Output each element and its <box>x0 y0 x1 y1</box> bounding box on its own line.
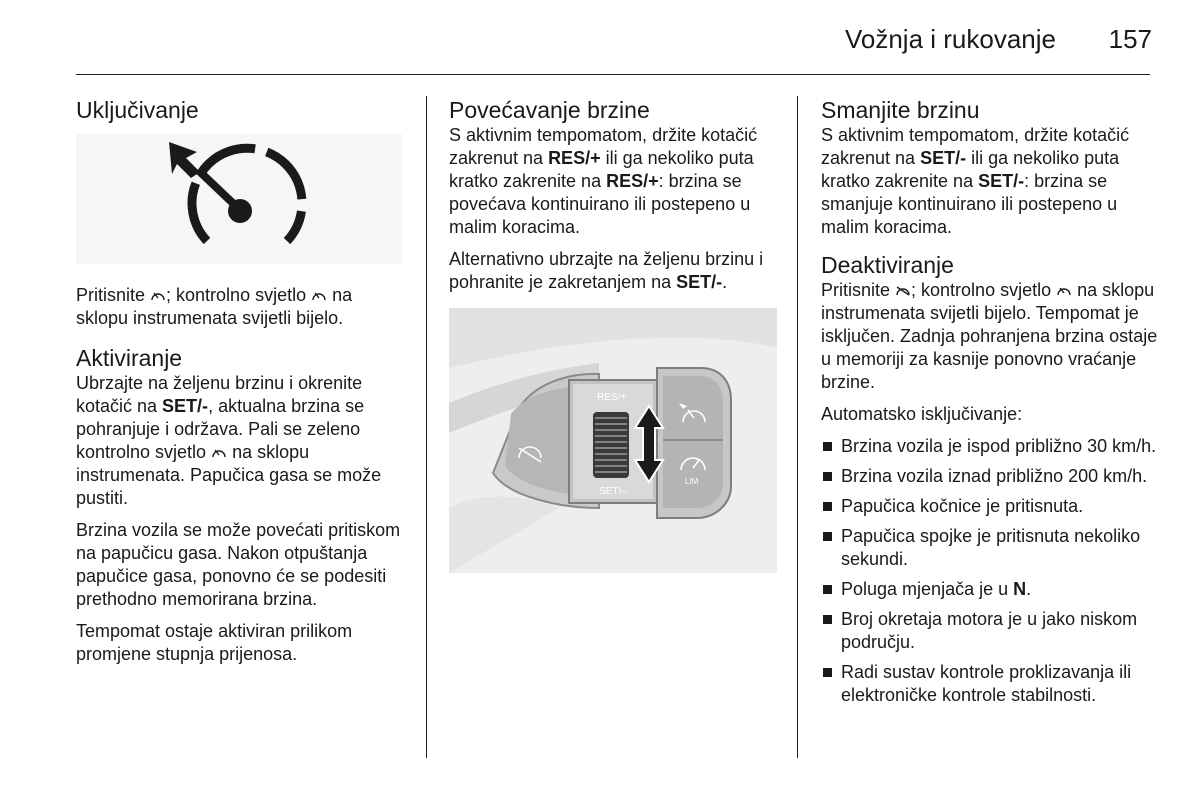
column-1 <box>76 94 408 675</box>
list-item: Radi sustav kontrole proklizavanja ili elektroničke kontrole stabilnosti. <box>821 661 1161 707</box>
cruise-control-indicator-icon <box>211 445 227 459</box>
header-title: Vožnja i rukovanje <box>844 24 1056 54</box>
section-heading-increase-speed: Povećavanje brzine <box>449 97 650 123</box>
section-heading-deactivation: Deaktiviranje <box>821 252 954 278</box>
column-3 <box>821 94 1161 714</box>
list-item: Brzina vozila iznad približno 200 km/h. <box>821 465 1161 488</box>
automatic-off-list <box>821 435 1161 707</box>
section-heading-switching-on: Uključivanje <box>76 97 199 123</box>
list-item: Broj okretaja motora je u jako niskom području. <box>821 608 1161 654</box>
paragraph-activation: Ubrzajte na željenu brzinu i okrenite kotačić na SET/-, aktualna brzina se pohranjuje i održava. Pali se zeleno kontrolno svjetlo na sklopu instrumenata. Papučica gasa se može pustiti. <box>76 373 382 508</box>
paragraph-gear-change: Tempomat ostaje aktiviran prilikom promjene stupnja prijenosa. <box>76 621 353 664</box>
cruise-control-indicator-icon <box>1056 283 1072 297</box>
list-item: Poluga mjenjača je u N. <box>821 578 1161 601</box>
page-number: 157 <box>1108 24 1152 54</box>
section-heading-activation: Aktiviranje <box>76 345 183 371</box>
cruise-control-icon <box>150 288 166 302</box>
paragraph-deactivation: Pritisnite ; kontrolno svjetlo na sklopu instrumenata svijetli bijelo. Tempomat je isključen. Zadnja pohranjena brzina ostaje u memoriji za kasnije ponovno vraćanje brzine. <box>821 280 1158 392</box>
list-item: Papučica kočnice je pritisnuta. <box>821 495 1161 518</box>
set-minus-label: SET/– <box>599 486 627 497</box>
cruise-off-icon <box>895 283 911 297</box>
list-item: Papučica spojke je pritisnuta nekoliko sekundi. <box>821 525 1161 571</box>
res-plus-label: RES/+ <box>597 392 627 403</box>
column-divider-2 <box>797 96 798 758</box>
steering-wheel-controls-image <box>449 308 777 573</box>
list-item: Brzina vozila je ispod približno 30 km/h. <box>821 435 1161 458</box>
column-divider-1 <box>426 96 427 758</box>
paragraph-alternative: Alternativno ubrzajte na željenu brzinu i pohranite je zakretanjem na SET/-. <box>449 249 764 292</box>
steering-wheel-controls-photo <box>449 308 777 573</box>
paragraph-reduce-speed: S aktivnim tempomatom, držite kotačić zakrenut na SET/- ili ga nekoliko puta kratko zakrenite na SET/-: brzina se smanjuje kontinuirano ili postepeno u malim koracima. <box>821 125 1130 237</box>
paragraph-accelerate: Brzina vozila se može povećati pritiskom na papučicu gasa. Nakon otpuštanja papučice gasa, ponovno će se podesiti prethodno memorirana brzina. <box>76 520 401 609</box>
column-2 <box>449 94 781 573</box>
paragraph-switch-on: Pritisnite ; kontrolno svjetlo na sklopu instrumenata svijetli bijelo. <box>76 285 353 328</box>
cruise-control-illustration <box>76 134 402 264</box>
header-rule <box>76 74 1150 75</box>
paragraph-increase-speed: S aktivnim tempomatom, držite kotačić zakrenut na RES/+ ili ga nekoliko puta kratko zakrenite na RES/+: brzina se povećava kontinuirano ili postepeno u malim koracima. <box>449 125 758 237</box>
paragraph-automatic-off: Automatsko isključivanje: <box>821 404 1023 424</box>
cruise-control-indicator-icon <box>311 288 327 302</box>
speedometer-icon <box>76 134 402 264</box>
section-heading-reduce-speed: Smanjite brzinu <box>821 97 980 123</box>
lim-label: LIM <box>685 477 699 486</box>
